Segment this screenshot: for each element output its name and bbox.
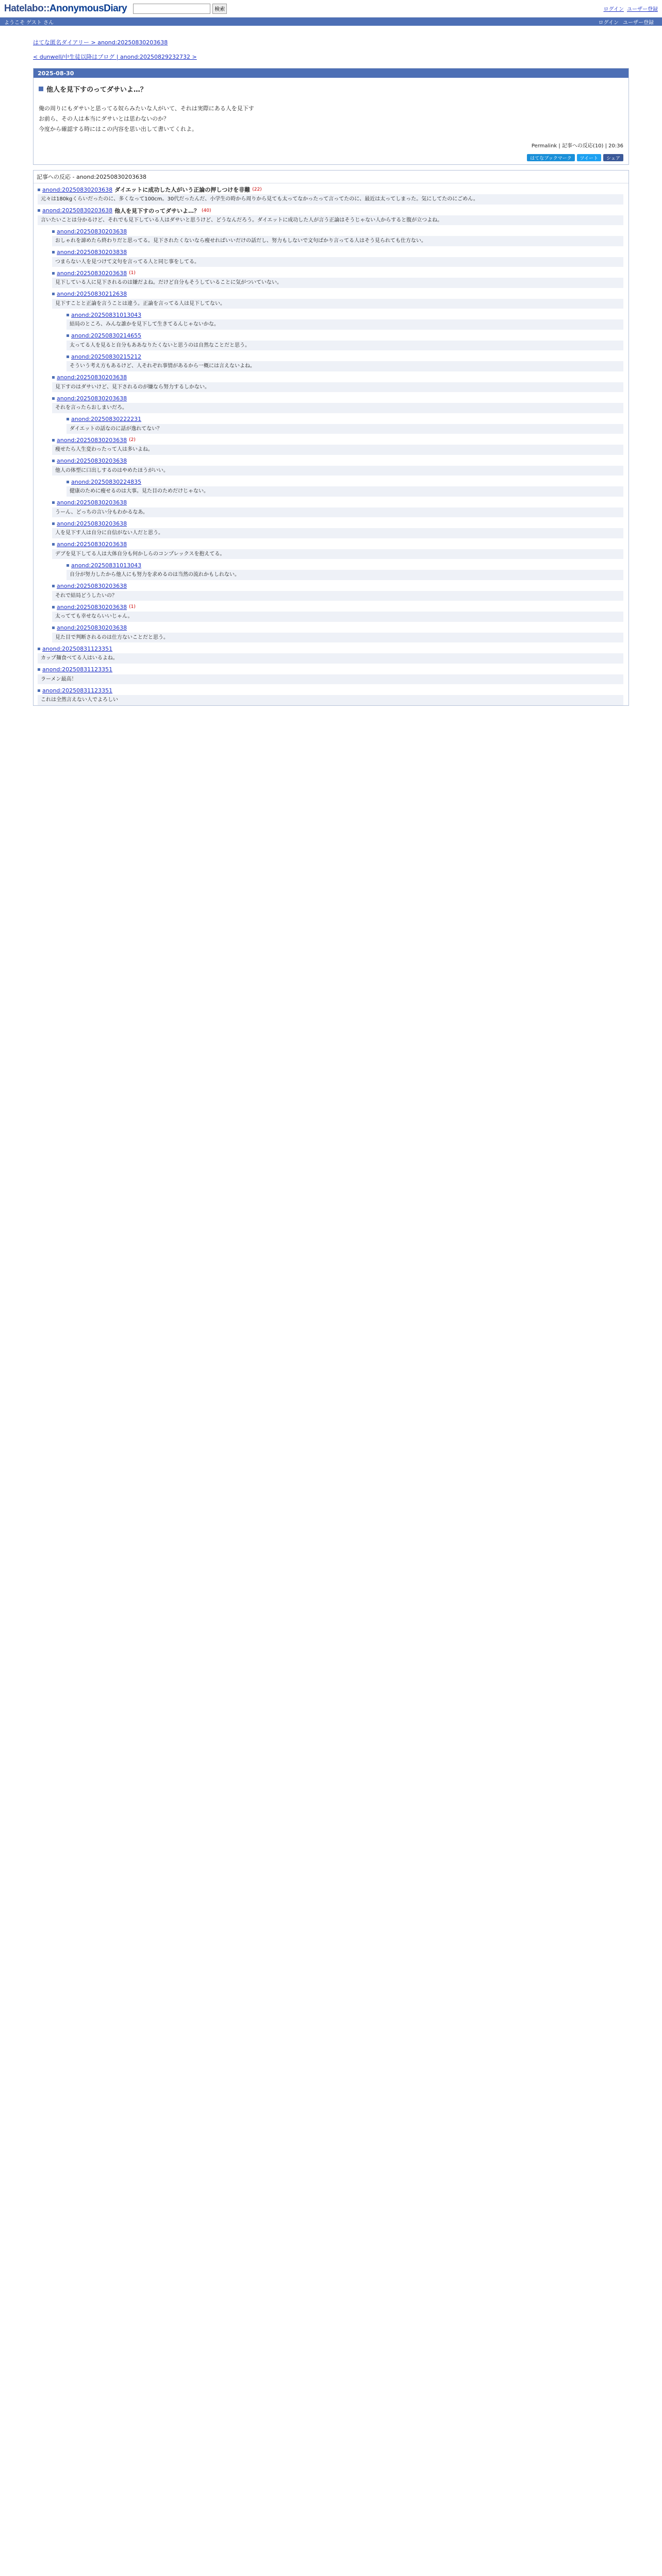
nav-bar — [0, 18, 662, 26]
bullet-icon — [52, 626, 55, 629]
bullet-icon — [67, 564, 69, 567]
response-item — [34, 603, 628, 622]
response-text: 言いたいことは分かるけど、それでも見下している人はダサいと思うけど、どうなんだろう。ダイエットに成功した人が言う正論はそうじゃない人からすると腹が立つよね。 — [38, 215, 623, 226]
pager-links[interactable]: < dunwell/中生徒以降はプログ | anond:20250829232732 > — [33, 54, 197, 60]
bullet-icon — [67, 334, 69, 337]
response-text: 見下すことと正論を言うことは違う。正論を言ってる人は見下してない。 — [52, 299, 623, 309]
response-text: 痩せたら人生変わったって人は多いよね。 — [52, 445, 623, 455]
response-text: 見た目で判断されるのは仕方ないことだと思う。 — [52, 633, 623, 643]
response-title[interactable]: ダイエットに成功した人がいう正論の押しつけを非難 — [114, 187, 251, 193]
response-link[interactable]: anond:20250830203638 — [57, 583, 127, 589]
facebook-share-button[interactable]: シェア — [603, 154, 623, 161]
response-link[interactable]: anond:20250831123351 — [42, 666, 113, 673]
bullet-icon — [67, 355, 69, 358]
response-ref — [52, 291, 623, 298]
response-tree — [34, 186, 628, 705]
response-link[interactable]: anond:20250831013043 — [71, 311, 142, 318]
response-ref — [52, 499, 623, 506]
response-link[interactable]: anond:20250830203638 — [57, 374, 127, 381]
response-ref — [52, 395, 623, 402]
response-text: 結局のところ、みんな誰かを見下して生きてるんじゃないかな。 — [67, 319, 623, 330]
response-text: うーん、どっちの言い分もわかるなあ。 — [52, 507, 623, 518]
bullet-icon — [52, 522, 55, 525]
response-count: (1) — [129, 270, 136, 276]
header-links — [604, 5, 658, 12]
response-link[interactable]: anond:20250830203638 — [42, 207, 113, 214]
entry-body — [39, 104, 623, 133]
bullet-icon — [52, 585, 55, 587]
response-link[interactable]: anond:20250830203638 — [57, 541, 127, 548]
entry-meta[interactable]: Permalink | 記事への反応(10) | 20:36 — [531, 143, 623, 149]
bullet-icon — [52, 293, 55, 295]
response-link[interactable]: anond:20250831123351 — [42, 645, 113, 652]
site-logo[interactable]: Hatelabo::AnonymousDiary — [4, 3, 127, 14]
response-item — [34, 666, 628, 685]
response-ref — [38, 687, 623, 694]
response-item — [34, 186, 628, 205]
bullet-icon — [52, 272, 55, 275]
response-item — [34, 624, 628, 643]
response-link[interactable]: anond:20250830203638 — [42, 186, 113, 193]
entry-paragraph: 今度から確認する時にはこの内容を思い出して書いてくれよ。 — [39, 126, 197, 132]
response-link[interactable]: anond:20250830215212 — [71, 353, 142, 360]
response-text: カップ麺食べてる人はいるよね。 — [38, 653, 623, 664]
response-text: 見下している人に見下されるのは嫌だよね。だけど自分もそうしていることに気がついていない。 — [52, 278, 623, 288]
response-item — [34, 436, 628, 455]
response-ref — [52, 436, 623, 444]
response-ref — [52, 249, 623, 256]
response-text: ラーメン最高！ — [38, 674, 623, 685]
share-buttons — [39, 154, 623, 161]
response-text: デブを見下してる人は大体自分も何かしらのコンプレックスを抱えてる。 — [52, 549, 623, 560]
response-item — [34, 395, 628, 413]
response-text: 自分が努力したから他人にも努力を求めるのは当然の流れかもしれない。 — [67, 570, 623, 580]
response-ref — [67, 332, 623, 340]
responses-section — [33, 170, 629, 706]
bullet-icon — [38, 189, 40, 191]
response-link[interactable]: anond:20250831013043 — [71, 562, 142, 569]
bullet-icon — [52, 501, 55, 504]
bullet-icon — [67, 481, 69, 483]
response-text: 太ってる人を見ると自分もああなりたくないと思うのは自然なことだと思う。 — [67, 341, 623, 351]
response-text: つまらない人を見つけて文句を言ってる人と同じ事をしてる。 — [52, 257, 623, 267]
bullet-icon — [52, 460, 55, 462]
response-link[interactable]: anond:20250830203638 — [57, 603, 127, 611]
response-link[interactable]: anond:20250830212638 — [57, 291, 127, 297]
response-item — [34, 583, 628, 601]
bullet-icon — [52, 606, 55, 608]
response-text: それを言ったらおしまいだろ。 — [52, 403, 623, 413]
entry-paragraph: お前ら、その人は本当にダサいとは思わないのか？ — [39, 115, 169, 122]
entry-pager — [33, 53, 629, 61]
search-input[interactable] — [133, 4, 210, 14]
response-ref — [67, 478, 623, 485]
nav-register-link[interactable]: ユーザー登録 — [623, 20, 654, 26]
breadcrumb-link[interactable]: はてな匿名ダイアリー > anond:20250830203638 — [33, 39, 168, 46]
response-count: (40) — [201, 208, 211, 213]
response-item — [34, 562, 628, 580]
response-ref — [52, 541, 623, 548]
entry-title — [39, 84, 623, 94]
login-link[interactable]: ログイン — [603, 7, 624, 12]
bullet-icon — [38, 209, 40, 212]
response-link[interactable]: anond:20250830224835 — [71, 478, 142, 485]
response-item — [34, 353, 628, 371]
response-item — [34, 520, 628, 538]
response-text: 人を見下す人は自分に自信がない人だと思う。 — [52, 528, 623, 538]
response-ref — [67, 311, 623, 318]
response-title[interactable]: 他人を見下すのってダサいよ…？ — [114, 207, 200, 214]
response-count: (22) — [252, 187, 262, 192]
bullet-icon — [52, 376, 55, 379]
response-item — [34, 291, 628, 309]
response-text: それで結局どうしたいの？ — [52, 591, 623, 601]
response-item — [34, 207, 628, 226]
response-item — [34, 645, 628, 664]
diary-entry — [33, 68, 629, 165]
response-ref — [52, 520, 623, 527]
bullet-icon — [52, 230, 55, 233]
response-ref — [67, 416, 623, 423]
response-text: 見下すのはダサいけど、見下されるのが嫌なら努力するしかない。 — [52, 382, 623, 393]
response-link[interactable]: anond:20250830203638 — [57, 499, 127, 506]
bullet-icon — [38, 689, 40, 692]
bullet-icon — [52, 251, 55, 253]
response-ref — [52, 269, 623, 277]
response-ref — [38, 645, 623, 652]
response-item — [34, 416, 628, 434]
square-icon — [39, 87, 43, 91]
response-ref — [52, 228, 623, 235]
site-header — [0, 0, 662, 18]
main-content — [0, 26, 662, 706]
breadcrumb — [33, 38, 629, 46]
response-link[interactable]: anond:20250830214655 — [71, 332, 142, 339]
response-item — [34, 478, 628, 497]
response-text: ダイエットの話なのに話が逸れてない？ — [67, 424, 623, 434]
response-item — [34, 228, 628, 246]
response-item — [34, 269, 628, 288]
logo-hatelabo: Hatelabo — [4, 3, 44, 14]
response-item — [34, 374, 628, 393]
response-count: (2) — [129, 437, 136, 443]
response-link[interactable]: anond:20250830203638 — [57, 269, 127, 277]
response-text: これは全然言えない人でよろしい — [38, 695, 623, 705]
bullet-icon — [52, 397, 55, 400]
response-item — [34, 332, 628, 351]
response-text: 他人の体型に口出しするのはやめたほうがいい。 — [52, 466, 623, 476]
response-link[interactable]: anond:20250831123351 — [42, 687, 113, 694]
tweet-button[interactable]: ツイート — [577, 154, 602, 161]
bullet-icon — [38, 668, 40, 671]
response-ref — [38, 186, 623, 193]
response-text: おしゃれを諦めたら終わりだと思ってる。見下されたくないなら痩せればいいだけの話だし、努力もしないで文句ばかり言ってる人はそう見られても仕方ない。 — [52, 236, 623, 246]
logo-anonymousdiary: AnonymousDiary — [49, 3, 127, 14]
response-item — [34, 249, 628, 267]
response-count: (1) — [129, 604, 136, 609]
bullet-icon — [38, 648, 40, 650]
response-item — [34, 499, 628, 518]
responses-heading: 記事への反応 - anond:20250830203638 — [34, 171, 628, 183]
response-text: 太ってても幸せならいいじゃん。 — [52, 612, 623, 622]
response-link[interactable]: anond:20250830203638 — [57, 457, 127, 464]
bullet-icon — [52, 543, 55, 546]
bullet-icon — [52, 439, 55, 442]
response-link[interactable]: anond:20250830222231 — [71, 416, 142, 422]
entry-paragraph: 俺の周りにもダサいと思ってる奴らみたいな人がいて、それは実際にある人を見下す — [39, 105, 254, 112]
response-link[interactable]: anond:20250830203638 — [57, 436, 127, 444]
response-link[interactable]: anond:20250830203838 — [57, 249, 127, 256]
search-button[interactable]: 検索 — [212, 4, 227, 14]
bullet-icon — [67, 314, 69, 316]
response-text: 健康のために痩せるのは大事。見た目のためだけじゃない。 — [67, 486, 623, 497]
response-item — [34, 687, 628, 705]
response-ref — [38, 666, 623, 673]
response-link[interactable]: anond:20250830203638 — [57, 395, 127, 402]
response-ref — [67, 353, 623, 360]
response-item — [34, 541, 628, 560]
entry-date: 2025-08-30 — [34, 69, 628, 78]
response-item — [34, 457, 628, 476]
response-ref — [38, 207, 623, 214]
response-item — [34, 311, 628, 330]
nav-login-link[interactable]: ログイン — [598, 20, 619, 26]
welcome-text: ようこそ ゲスト さん — [4, 20, 54, 26]
hatena-bookmark-button[interactable]: はてなブックマーク — [527, 154, 574, 161]
entry-title-text[interactable]: 他人を見下すのってダサいよ…？ — [46, 86, 147, 94]
response-ref — [67, 562, 623, 569]
response-link[interactable]: anond:20250830203638 — [57, 520, 127, 527]
response-link[interactable]: anond:20250830203638 — [57, 624, 127, 631]
response-link[interactable]: anond:20250830203638 — [57, 228, 127, 235]
response-text: そういう考え方もあるけど、人それぞれ事情があるから一概には言えないよね。 — [67, 361, 623, 371]
response-text: 元々は180kgくらいだったのに、多くなって100cm。30代だったんだ、小学生の時から周りから見ても太ってなかったって言ってたのに、最近は太ってしまった。気にしてたのにごめん。 — [38, 194, 623, 205]
response-ref — [52, 624, 623, 632]
register-link[interactable]: ユーザー登録 — [627, 7, 658, 12]
response-ref — [52, 374, 623, 381]
bullet-icon — [67, 418, 69, 420]
response-ref — [52, 457, 623, 465]
response-ref — [52, 583, 623, 590]
response-ref — [52, 603, 623, 611]
